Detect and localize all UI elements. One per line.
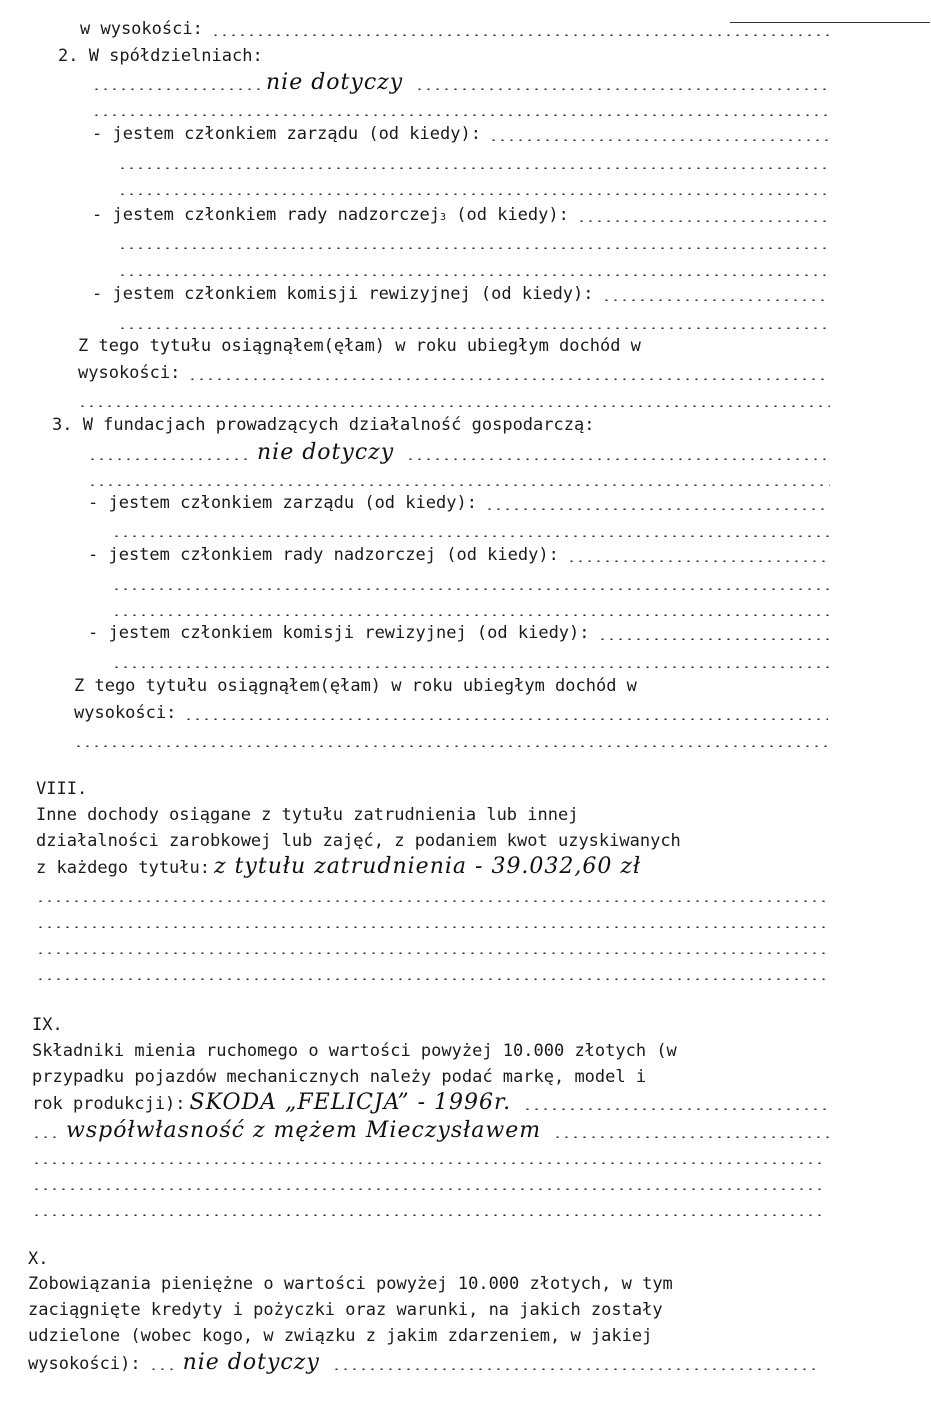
section-2-heading: 2. W spółdzielniach:: [58, 46, 263, 66]
dotted-line: [32, 1146, 826, 1168]
section-9-line-1: Składniki mienia ruchomego o wartości powyżej 10.000 złotych (w: [32, 1041, 677, 1061]
section-2-zarzad: - jestem członkiem zarządu (od kiedy):: [92, 123, 830, 145]
section-2-komisja: - jestem członkiem komisji rewizyjnej (od kiedy):: [92, 283, 830, 305]
dotted-line: [112, 598, 830, 620]
dotted-line: [88, 468, 830, 490]
dotted-line: [36, 936, 826, 958]
top-amount-label: w wysokości:: [80, 19, 203, 39]
dotted-line: [112, 572, 830, 594]
dotted-line: [118, 177, 830, 199]
dotted-line: [36, 962, 826, 984]
section-10-line-4: wysokości): nie dotyczy: [28, 1352, 818, 1374]
dotted-line: [112, 650, 830, 672]
dotted-line: [32, 1172, 826, 1194]
dotted-line: [78, 389, 830, 411]
section-3-komisja: - jestem członkiem komisji rewizyjnej (od kiedy):: [88, 622, 830, 644]
handwritten-answer: współwłasność z mężem Mieczysławem: [66, 1118, 542, 1143]
dotted-line: [32, 1198, 826, 1220]
dotted-line: [36, 884, 826, 906]
section-9-number: IX.: [32, 1015, 63, 1035]
section-9-line-3: rok produkcji): SKODA „FELICJA” - 1996r.: [32, 1092, 832, 1114]
section-3-income-1: Z tego tytułu osiągnąłem(ęłam) w roku ubiegłym dochód w: [74, 676, 637, 696]
dotted-line: [118, 151, 830, 173]
section-2-income-2: wysokości:: [78, 362, 830, 384]
section-10-line-3: udzielone (wobec kogo, w związku z jakim zdarzeniem, w jakiej: [28, 1326, 653, 1346]
dotted-line: [118, 258, 830, 280]
section-8-line-3: z każdego tytułu: z tytułu zatrudnienia - 39.032,60 zł: [36, 856, 876, 878]
dotted-line: [92, 98, 830, 120]
dotted-fill: [211, 34, 830, 36]
section-10-line-1: Zobowiązania pieniężne o wartości powyżej 10.000 złotych, w tym: [28, 1274, 673, 1294]
section-3-zarzad: - jestem członkiem zarządu (od kiedy):: [88, 492, 830, 514]
handwritten-answer: nie dotyczy: [257, 440, 395, 465]
section-3-heading: 3. W fundacjach prowadzących działalność gospodarczą:: [52, 415, 595, 435]
section-9-handwritten-line: [32, 1120, 832, 1142]
section-8-line-1: Inne dochody osiągane z tytułu zatrudnienia lub innej: [36, 805, 579, 825]
top-amount-line: [80, 18, 830, 40]
section-2-answer-line: [92, 72, 830, 94]
section-3-income-2: wysokości:: [74, 702, 828, 724]
section-2-income-1: Z tego tytułu osiągnąłem(ęłam) w roku ubiegłym dochód w: [78, 336, 641, 356]
dotted-line: [36, 910, 826, 932]
section-3-rada: - jestem członkiem rady nadzorczej (od kiedy):: [88, 544, 830, 566]
handwritten-answer: z tytułu zatrudnienia - 39.032,60 zł: [214, 854, 642, 879]
handwritten-answer: SKODA „FELICJA” - 1996r.: [189, 1090, 512, 1115]
dotted-fill: [92, 88, 262, 90]
section-10-number: X.: [28, 1249, 49, 1269]
section-10-line-2: zaciągnięte kredyty i pożyczki oraz warunki, na jakich zostały: [28, 1300, 663, 1320]
dotted-fill: [415, 88, 830, 90]
dotted-line: [112, 519, 830, 541]
handwritten-answer: nie dotyczy: [182, 1350, 320, 1375]
handwritten-answer: nie dotyczy: [266, 70, 404, 95]
section-2-rada: - jestem członkiem rady nadzorczej 3 (od kiedy):: [92, 204, 830, 226]
dotted-line: [118, 231, 830, 253]
section-8-number: VIII.: [36, 779, 88, 799]
section-9-line-2: przypadku pojazdów mechanicznych należy podać markę, model i: [32, 1067, 647, 1087]
section-8-line-2: działalności zarobkowej lub zajęć, z podaniem kwot uzyskiwanych: [36, 831, 681, 851]
dotted-line: [74, 729, 828, 751]
section-3-answer-line: [88, 442, 830, 464]
dotted-line: [118, 311, 830, 333]
